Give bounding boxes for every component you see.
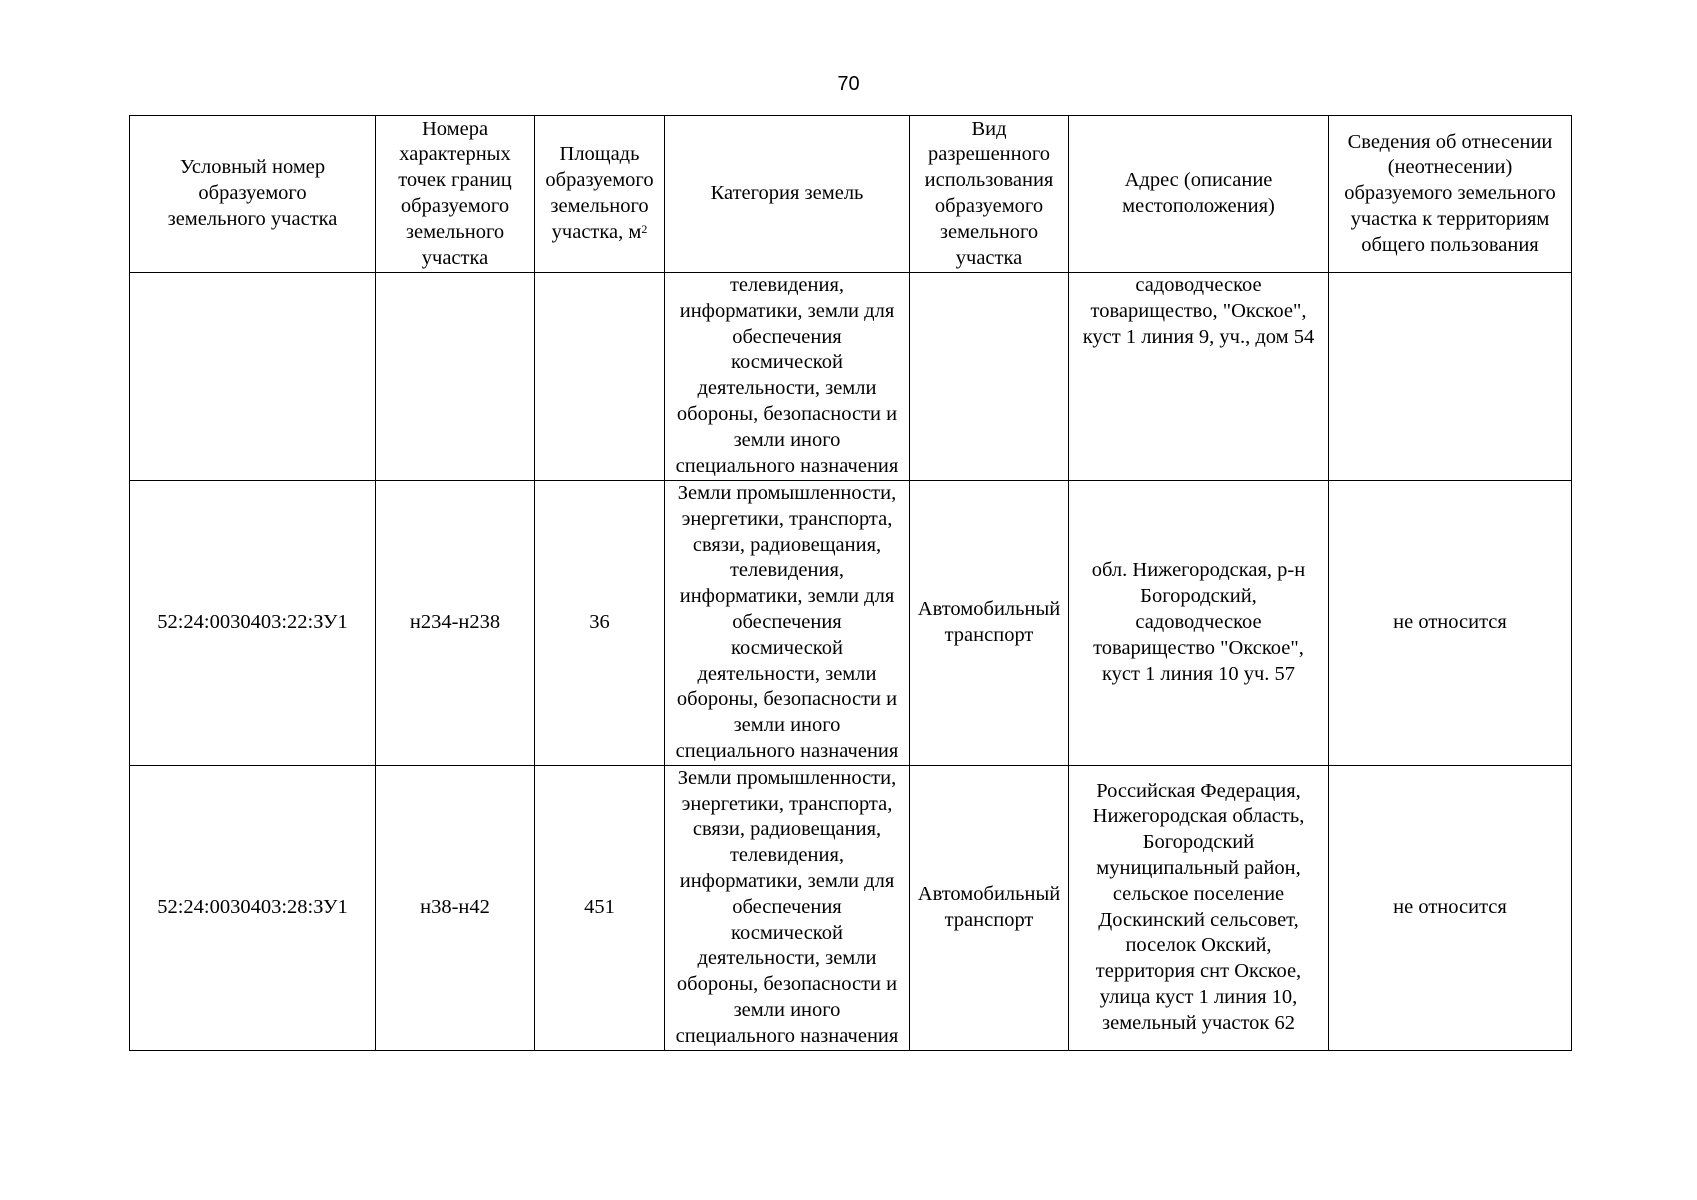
cell-land-category: Земли промышленности, энергетики, транспорта, связи, радиовещания, телевидения, информатики, земли для обеспечения космической деятельности, земли обороны, безопасности и земли иного специального назначения (665, 765, 910, 1050)
cell-area: 451 (535, 765, 665, 1050)
cell-boundary-points: н234-н238 (376, 481, 535, 766)
cell-permitted-use: Автомобильный транспорт (910, 765, 1069, 1050)
table-row (130, 765, 1572, 1050)
cell-permitted-use (910, 273, 1069, 481)
header-land-category: Категория земель (665, 116, 910, 273)
cell-cadastral-number: 52:24:0030403:28:ЗУ1 (130, 765, 376, 1050)
cell-boundary-points: н38-н42 (376, 765, 535, 1050)
cell-area (535, 273, 665, 481)
cell-land-category: телевидения, информатики, земли для обеспечения космической деятельности, земли обороны, безопасности и земли иного специального назначения (665, 273, 910, 481)
header-public-use: Сведения об отнесении (неотнесении) образуемого земельного участка к территориям общего пользования (1329, 116, 1572, 273)
table-row (130, 273, 1572, 481)
table-header-row (130, 116, 1572, 273)
cell-address: обл. Нижегородская, р-н Богородский, садоводческое товарищество "Окское", куст 1 линия 10 уч. 57 (1069, 481, 1329, 766)
land-plots-table (129, 115, 1572, 1051)
cell-boundary-points (376, 273, 535, 481)
cell-land-category: Земли промышленности, энергетики, транспорта, связи, радиовещания, телевидения, информатики, земли для обеспечения космической деятельности, земли обороны, безопасности и земли иного специального назначения (665, 481, 910, 766)
header-boundary-points: Номера характерных точек границ образуемого земельного участка (376, 116, 535, 273)
header-area: Площадь образуемого земельного участка, $м^2$ (535, 116, 665, 273)
cell-cadastral-number: 52:24:0030403:22:ЗУ1 (130, 481, 376, 766)
cell-cadastral-number (130, 273, 376, 481)
header-permitted-use: Вид разрешенного использования образуемого земельного участка (910, 116, 1069, 273)
header-address: Адрес (описание местоположения) (1069, 116, 1329, 273)
area-unit-superscript: 2 (641, 221, 648, 236)
page-number: 70 (837, 73, 860, 95)
cell-public-use: не относится (1329, 481, 1572, 766)
table-row (130, 481, 1572, 766)
cell-area: 36 (535, 481, 665, 766)
cell-address: садоводческое товарищество, "Окское", куст 1 линия 9, уч., дом 54 (1069, 273, 1329, 481)
cell-public-use: не относится (1329, 765, 1572, 1050)
cell-permitted-use: Автомобильный транспорт (910, 481, 1069, 766)
header-cadastral-number: Условный номер образуемого земельного участка (130, 116, 376, 273)
cell-address: Российская Федерация, Нижегородская область, Богородский муниципальный район, сельское поселение Доскинский сельсовет, поселок Окский, территория снт Окское, улица куст 1 линия 10, земельный участок 62 (1069, 765, 1329, 1050)
cell-public-use (1329, 273, 1572, 481)
